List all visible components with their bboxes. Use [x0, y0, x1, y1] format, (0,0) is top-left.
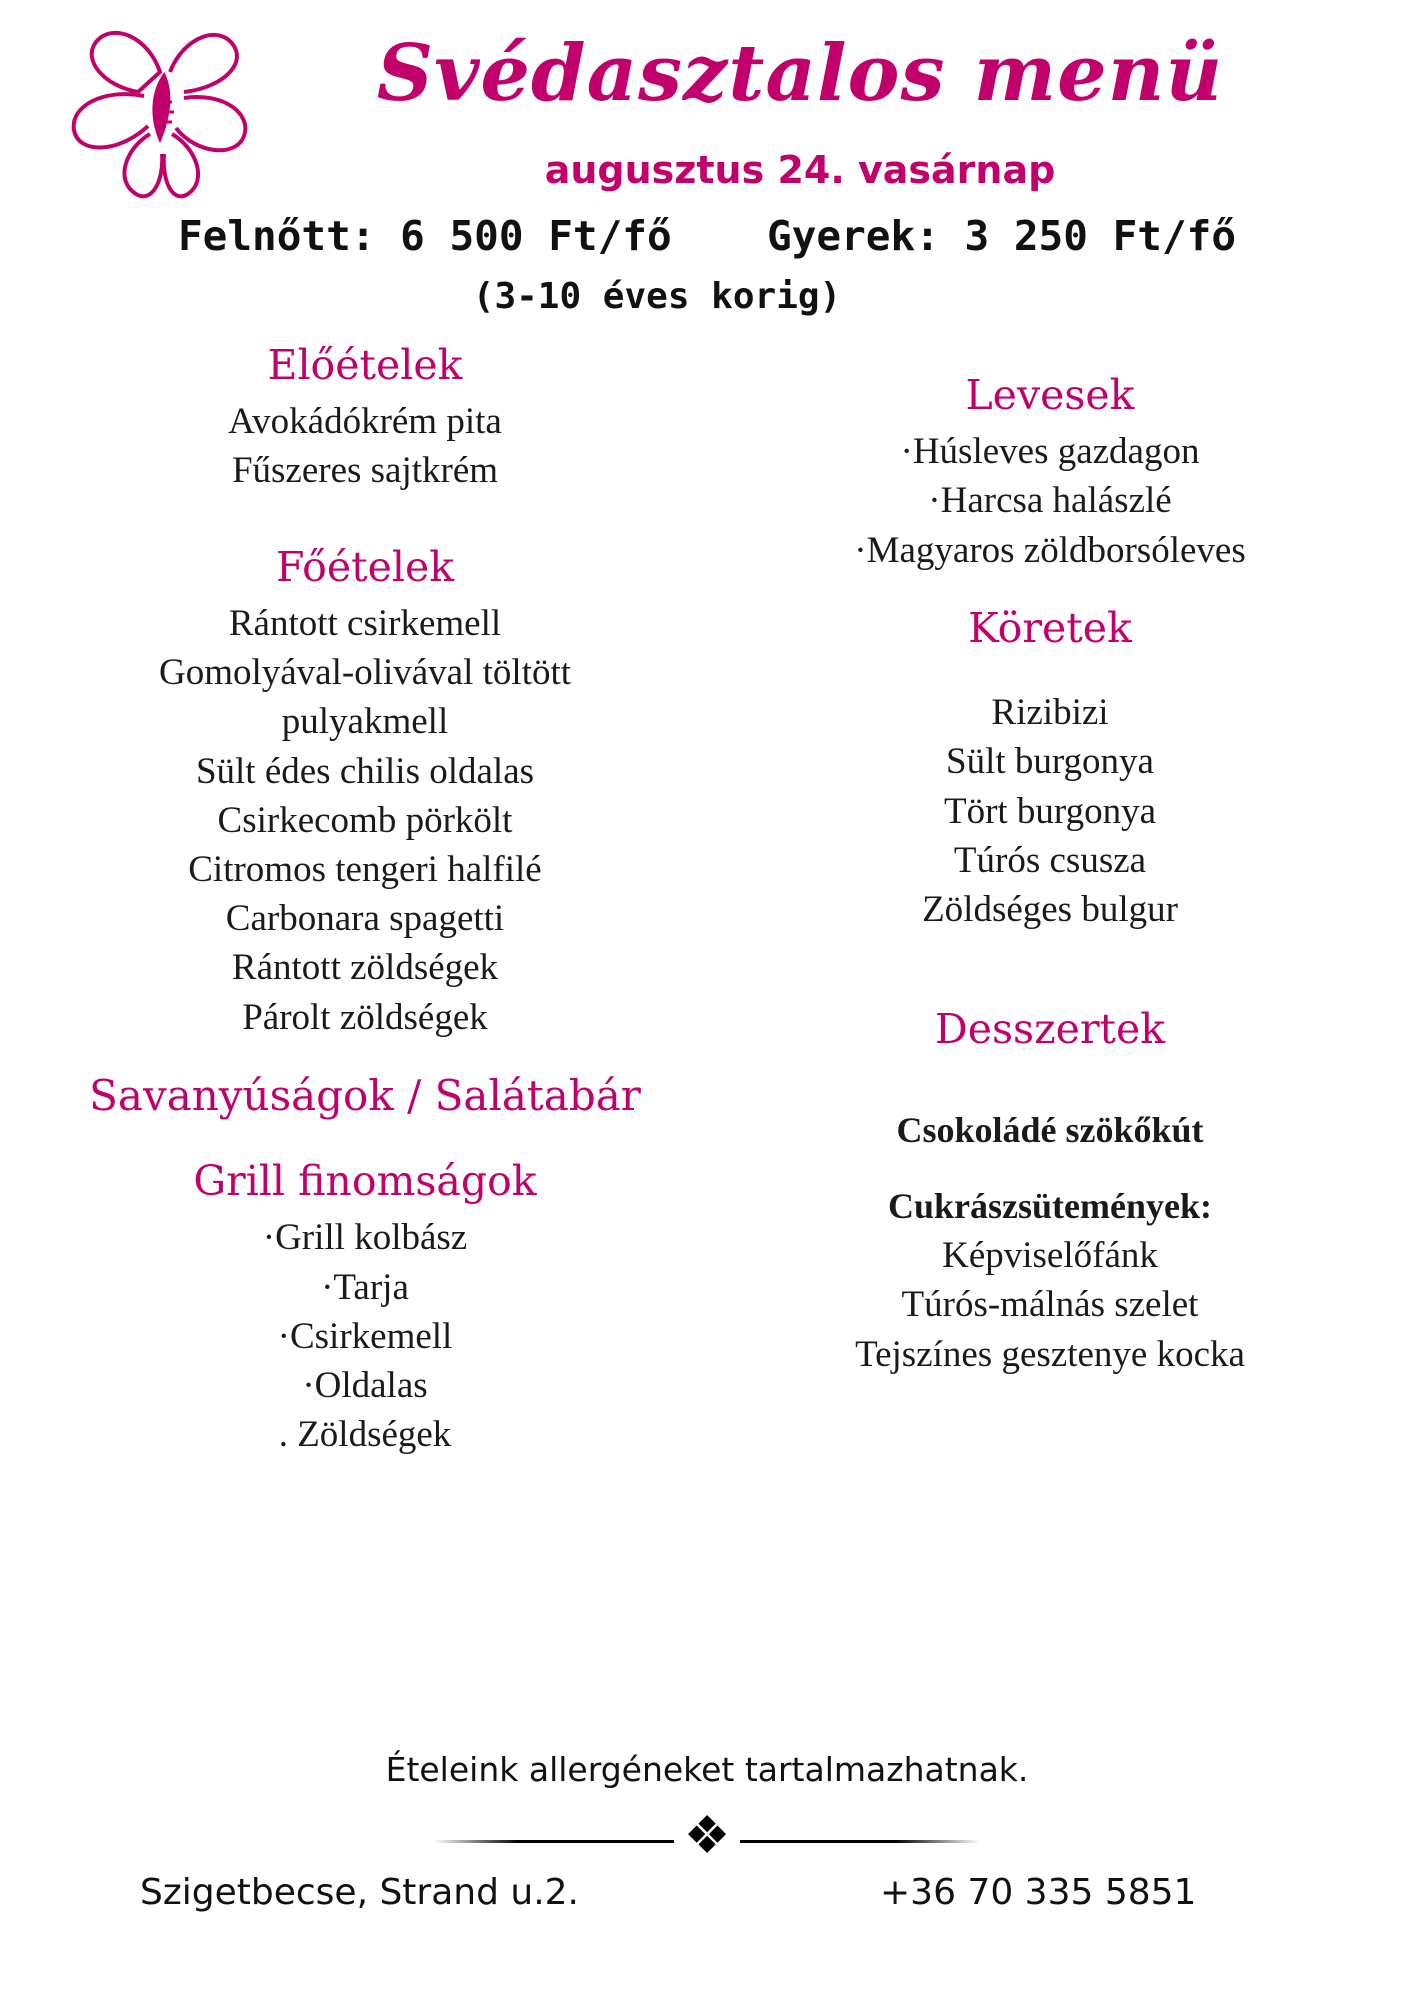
- list-item: Fűszeres sajtkrém: [231, 450, 499, 492]
- menu-column-left: [20, 340, 710, 1460]
- list-item: ·Húsleves gazdagon: [900, 431, 1200, 473]
- price-adult: Felnőtt: 6 500 Ft/fő: [177, 212, 672, 260]
- age-note: (3-10 éves korig): [472, 276, 842, 317]
- list-item: Sült édes chilis oldalas: [195, 750, 535, 792]
- list-item: . Zöldségek: [278, 1414, 452, 1456]
- list-item: Csirkecomb pörkölt: [217, 799, 513, 841]
- list-item: Avokádókrém pita: [228, 401, 502, 443]
- list-item: Túrós-málnás szelet: [901, 1284, 1199, 1326]
- page-title: Svédasztalos menü: [376, 28, 1224, 119]
- list-item: ·Csirkemell: [277, 1315, 453, 1357]
- spacer: [720, 575, 1380, 603]
- list-item: Tört burgonya: [943, 790, 1157, 832]
- section-title: Grill finomságok: [193, 1157, 537, 1206]
- allergen-note: Ételeink allergéneket tartalmazhatnak.: [385, 1750, 1029, 1789]
- spacer: [20, 1128, 710, 1156]
- spacer: [720, 1061, 1380, 1107]
- section-title: Levesek: [965, 371, 1135, 419]
- spacer: [20, 1042, 710, 1070]
- list-item: Gomolyával-olivával töltött: [158, 652, 572, 694]
- divider-ornament: ❖: [683, 1808, 731, 1865]
- menu-date: augusztus 24. vasárnap: [544, 148, 1056, 192]
- section-title: Köretek: [968, 603, 1132, 652]
- dessert-fountain: Csokoládé szökőkút: [896, 1110, 1204, 1151]
- list-item: Carbonara spagetti: [225, 898, 505, 940]
- list-item: Párolt zöldségek: [242, 996, 488, 1038]
- list-item: ·Oldalas: [302, 1365, 428, 1407]
- list-item: ·Tarja: [321, 1266, 409, 1308]
- spacer: [720, 934, 1380, 1004]
- section-title: Desszertek: [934, 1005, 1166, 1054]
- list-item: Tejszínes gesztenye kocka: [855, 1333, 1245, 1375]
- price-child: Gyerek: 3 250 Ft/fő: [767, 212, 1237, 260]
- section-title: Előételek: [267, 341, 463, 389]
- list-item: Rizibizi: [991, 692, 1109, 734]
- phone-text: +36 70 335 5851: [880, 1872, 1197, 1913]
- spacer: [720, 660, 1380, 688]
- list-item: Sült burgonya: [946, 741, 1154, 783]
- list-item: pulyakmell: [281, 701, 449, 743]
- divider-bar-left: [434, 1840, 674, 1843]
- divider-bar-right: [740, 1840, 980, 1843]
- menu-column-right: [720, 370, 1380, 1379]
- list-item: ·Harcsa halászlé: [928, 480, 1172, 522]
- menu-columns: [0, 340, 1414, 1690]
- spacer: [20, 496, 710, 542]
- section-appetizers: [20, 340, 710, 496]
- list-item: ·Magyaros zöldborsóleves: [854, 529, 1246, 571]
- section-mains: [20, 542, 710, 1042]
- poster-header: [0, 0, 1414, 340]
- address-text: Szigetbecse, Strand u.2.: [140, 1872, 579, 1913]
- section-sides: [720, 603, 1380, 934]
- list-item: Zöldséges bulgur: [922, 888, 1178, 930]
- list-item: Rántott csirkemell: [228, 602, 502, 644]
- section-grill: [20, 1156, 710, 1459]
- pastries-title: Cukrászsütemények:: [888, 1186, 1212, 1227]
- section-soups: [720, 370, 1380, 575]
- list-item: Képviselőfánk: [942, 1235, 1158, 1277]
- ornament-divider-icon: [0, 1808, 1414, 1870]
- list-item: ·Grill kolbász: [262, 1217, 468, 1259]
- section-desserts: [720, 1004, 1380, 1379]
- section-title: Főételek: [275, 542, 455, 591]
- section-title-pickles: Savanyúságok / Salátabár: [89, 1070, 641, 1120]
- price-line: [0, 212, 1414, 260]
- list-item: Túrós csusza: [953, 839, 1147, 881]
- list-item: Citromos tengeri halfilé: [188, 848, 542, 890]
- list-item: Rántott zöldségek: [231, 947, 499, 989]
- spacer: [720, 1155, 1380, 1183]
- poster-footer: [0, 1740, 1414, 2000]
